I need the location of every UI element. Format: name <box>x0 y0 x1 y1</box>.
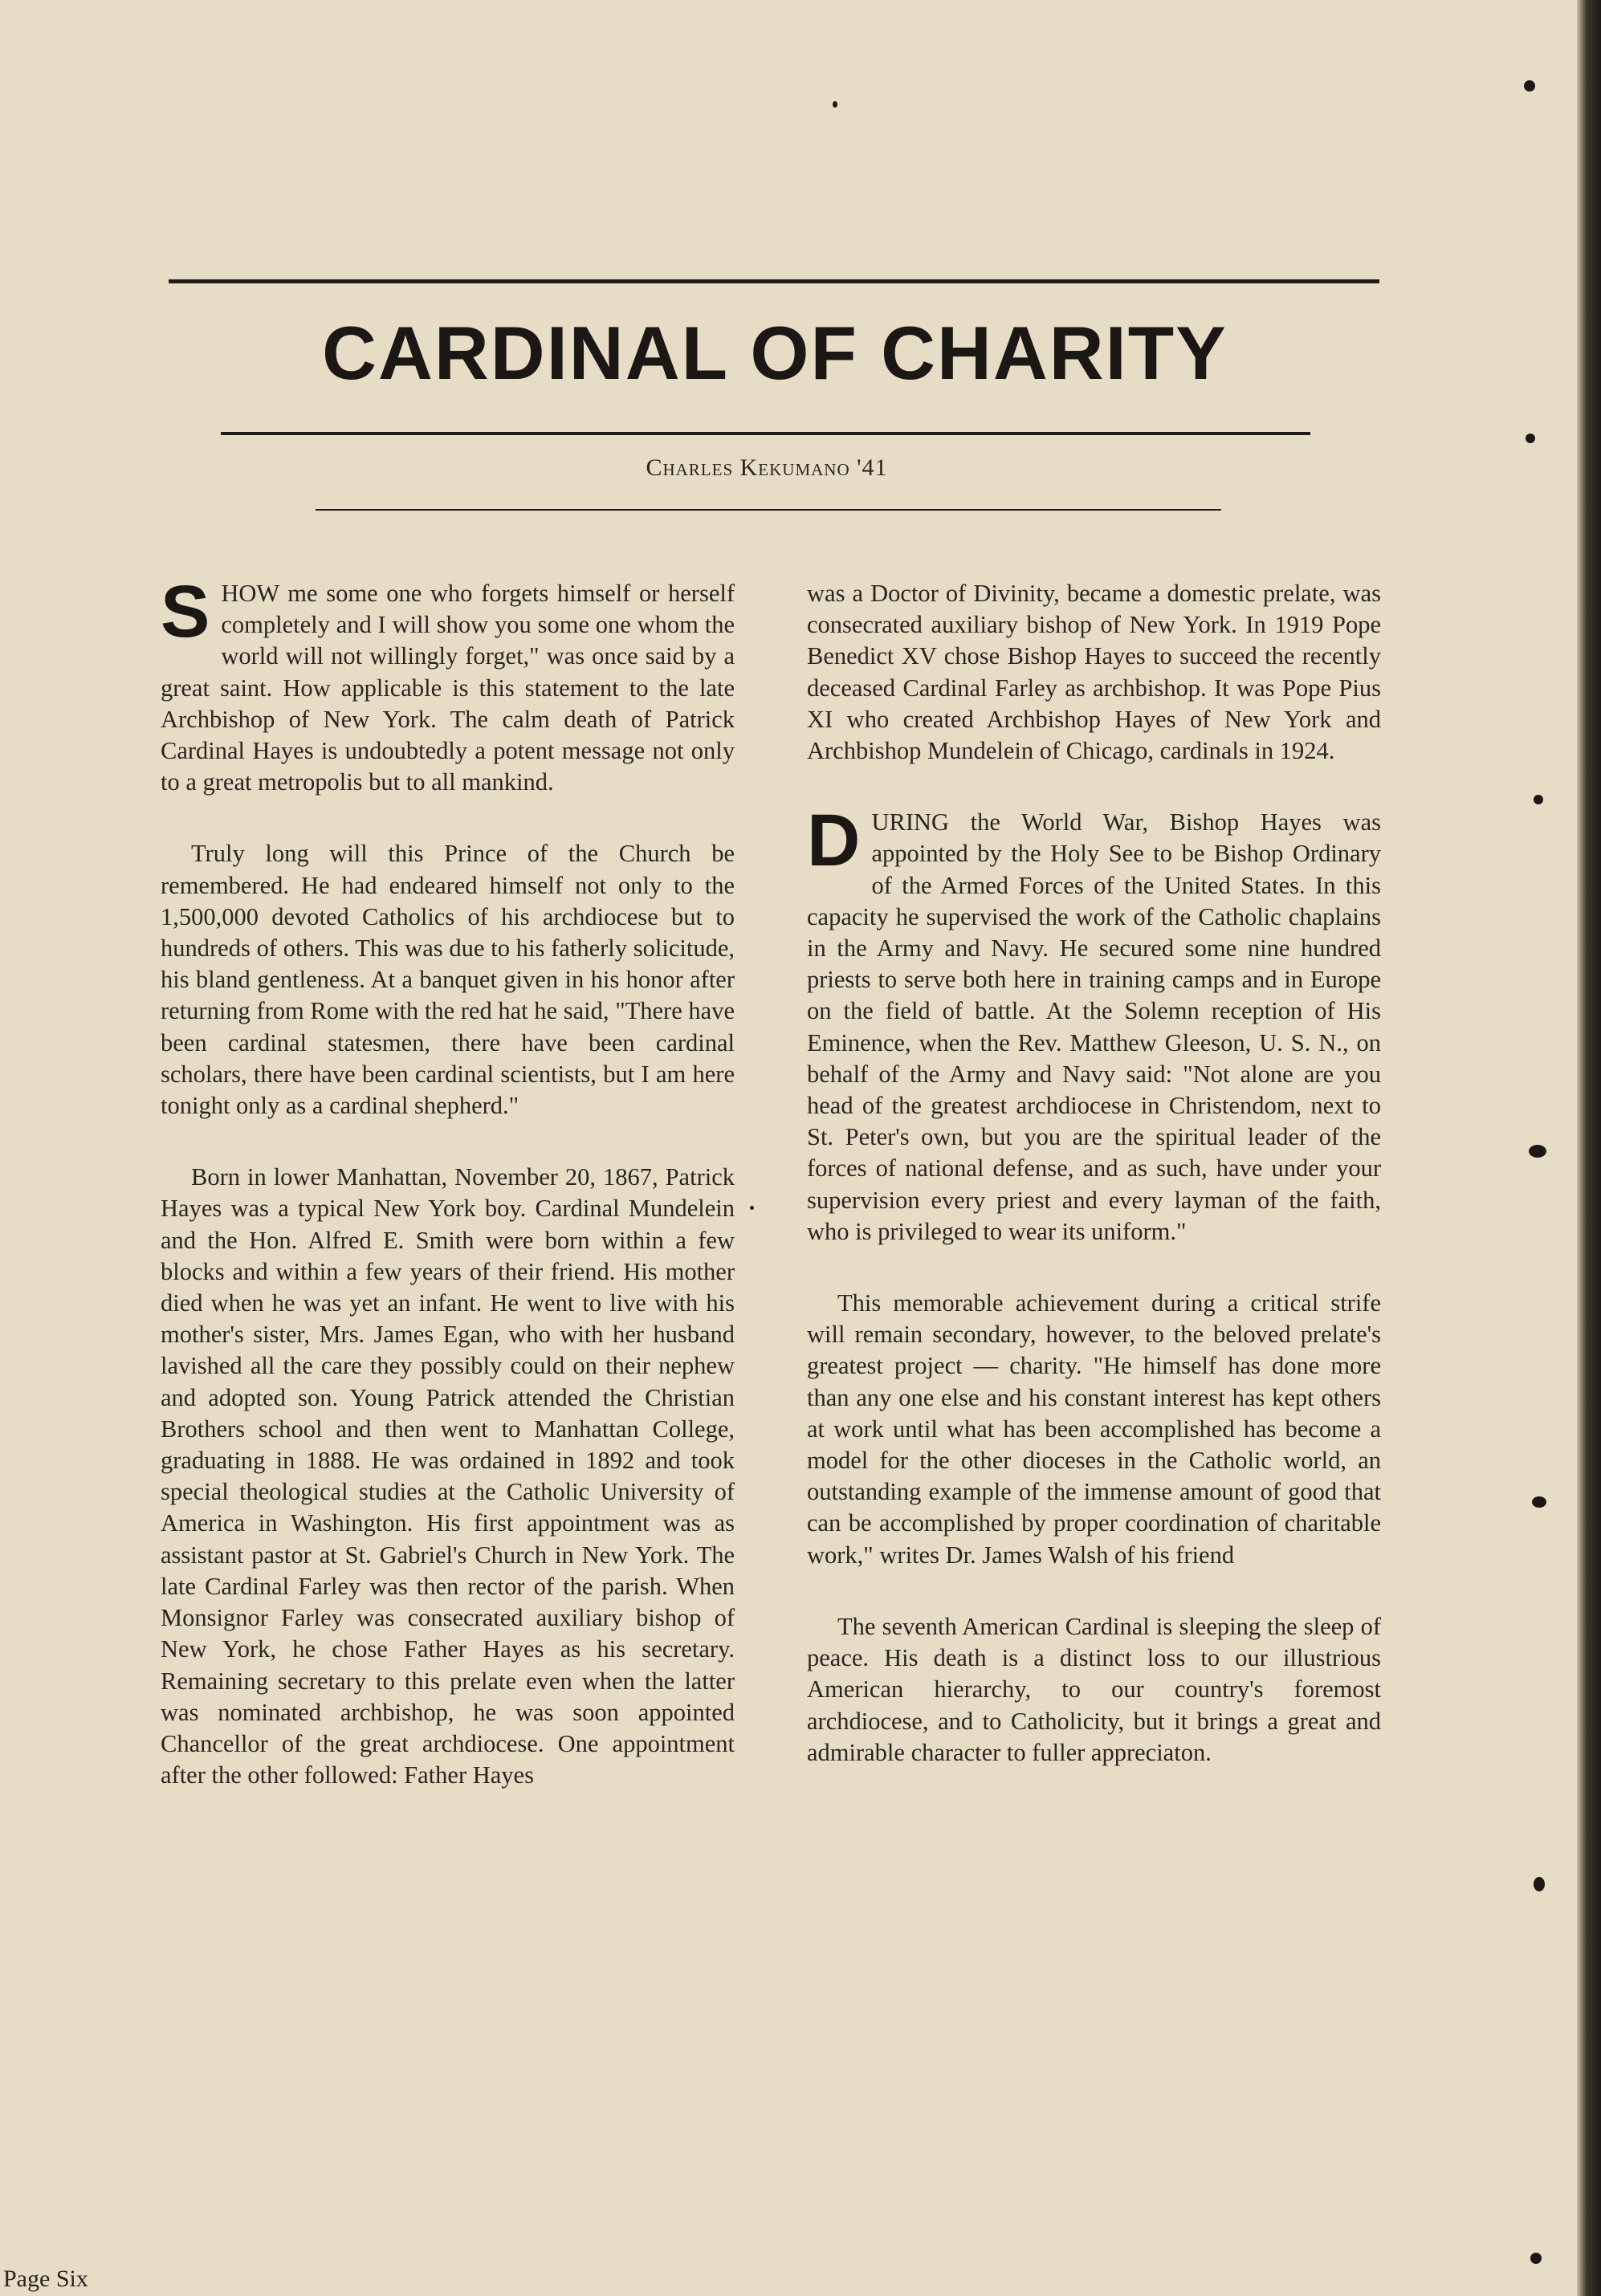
left-column <box>161 571 735 1831</box>
right-paragraph-3: This memorable achievement during a critical strife will remain secondary, however, to the beloved prelate's greatest project — charity. "He himself has done more than any one else and his constant interest has kept others at work until what has been accomplished has become a model for the other dioceses in the Catholic world, an outstanding example of the immense amount of good that can be accomplished by proper coordination of charitable work," writes Dr. James Walsh of his friend <box>807 1289 1381 1569</box>
drop-cap-d: D <box>807 800 861 882</box>
byline-rule <box>316 509 1221 511</box>
right-paragraph-1: was a Doctor of Divinity, became a domestic prelate, was consecrated auxiliary bishop of New York. In 1919 Pope Benedict XV chose Bishop Hayes to succeed the recently deceased Cardinal Farley as archbishop. It was Pope Pius XI who created Archbishop Hayes of New York and Archbishop Mundelein of Chicago, cardinals in 1924. <box>807 580 1381 765</box>
title-bottom-rule <box>221 432 1310 435</box>
left-paragraph-2: Truly long will this Prince of the Church be remembered. He had endeared himself not only to the 1,500,000 devoted Catholics of his archdiocese but to hundreds of others. This was due to his fatherly solicitude, his bland gentleness. At a banquet given in his honor after returning from Rome with the red hat he said, "There have been cardinal statesmen, there have been cardinal scholars, there have been cardinal scientists, but I am here tonight only as a cardinal shepherd." <box>161 840 735 1120</box>
left-paragraph-3: Born in lower Manhattan, November 20, 1867, Patrick Hayes was a typical New York boy. Cardinal Mundelein and the Hon. Alfred E. Smith were born within a few blocks and within a few years of their friend. His mother died when he was yet an infant. He went to live with his mother's sister, Mrs. James Egan, who with her husband lavished all the care they possibly could on their nephew and adopted son. Young Patrick attended the Christian Brothers school and then went to Manhattan College, graduating in 1888. He was ordained in 1892 and took special theological studies at the Catholic University of America in Washington. His first appointment was as assistant pastor at St. Gabriel's Church in New York. The late Cardinal Farley was then rector of the parish. When Monsignor Farley was consecrated auxiliary bishop of New York, he chose Father Hayes as his secretary. Remaining secretary to this prelate even when the latter was nominated archbishop, he was soon appointed Chancellor of the great archdiocese. One appointment after the other followed: Father Hayes <box>161 1163 735 1789</box>
paper-speck <box>1530 2253 1542 2264</box>
paper-speck <box>1529 1145 1546 1158</box>
page-number-label: Page Six <box>3 2265 88 2292</box>
title-top-rule <box>169 279 1379 283</box>
paper-speck <box>1534 795 1543 804</box>
right-paragraph-2 <box>807 800 1381 1248</box>
paper-speck <box>1532 1496 1546 1508</box>
left-paragraph-1-text: HOW me some one who forgets himself or herself completely and I will show you some one whom the world will not willingly forget," was once said by a great saint. How applicable is this statement to the late Archbishop of New York. The calm death of Patrick Cardinal Hayes is undoubtedly a potent message not only to a great metropolis but to all mankind. <box>161 580 735 796</box>
right-paragraph-4: The seventh American Cardinal is sleeping the sleep of peace. His death is a distinct loss to our illustrious American hierarchy, to our country's foremost archdiocese, and to Catholicity, but it brings a great and admirable character to fuller appreciaton. <box>807 1612 1381 1766</box>
article-title: CARDINAL OF CHARITY <box>322 311 1228 395</box>
byline-text: Charles Kekumano '41 <box>646 454 888 481</box>
left-paragraph-1 <box>161 571 735 798</box>
drop-cap-s: S <box>161 571 210 653</box>
paper-speck <box>833 101 837 108</box>
right-paragraph-2-text: URING the World War, Bishop Hayes was appointed by the Holy See to be Bishop Ordinary of the Armed Forces of the United States. In this capacity he supervised the work of the Catholic chaplains in the Army and Navy. He secured some nine hundred priests to serve both here in training camps and in Europe on the field of battle. At the Solemn reception of His Eminence, when the Rev. Matthew Gleeson, U. S. N., on behalf of the Army and Navy said: "Not alone are you head of the greatest archdiocese in Christendom, next to St. Peter's own, but you are the spiritual leader of the forces of national defense, and as such, have under your supervision every priest and every layman of the faith, who is privileged to wear its uniform." <box>807 808 1381 1245</box>
paper-speck <box>750 1206 754 1210</box>
article-byline <box>313 454 1220 482</box>
paper-speck <box>1526 434 1535 443</box>
page-binding-edge <box>1577 0 1601 2296</box>
paper-speck <box>1524 80 1535 92</box>
right-column <box>807 578 1381 1809</box>
paper-speck <box>1534 1877 1545 1891</box>
